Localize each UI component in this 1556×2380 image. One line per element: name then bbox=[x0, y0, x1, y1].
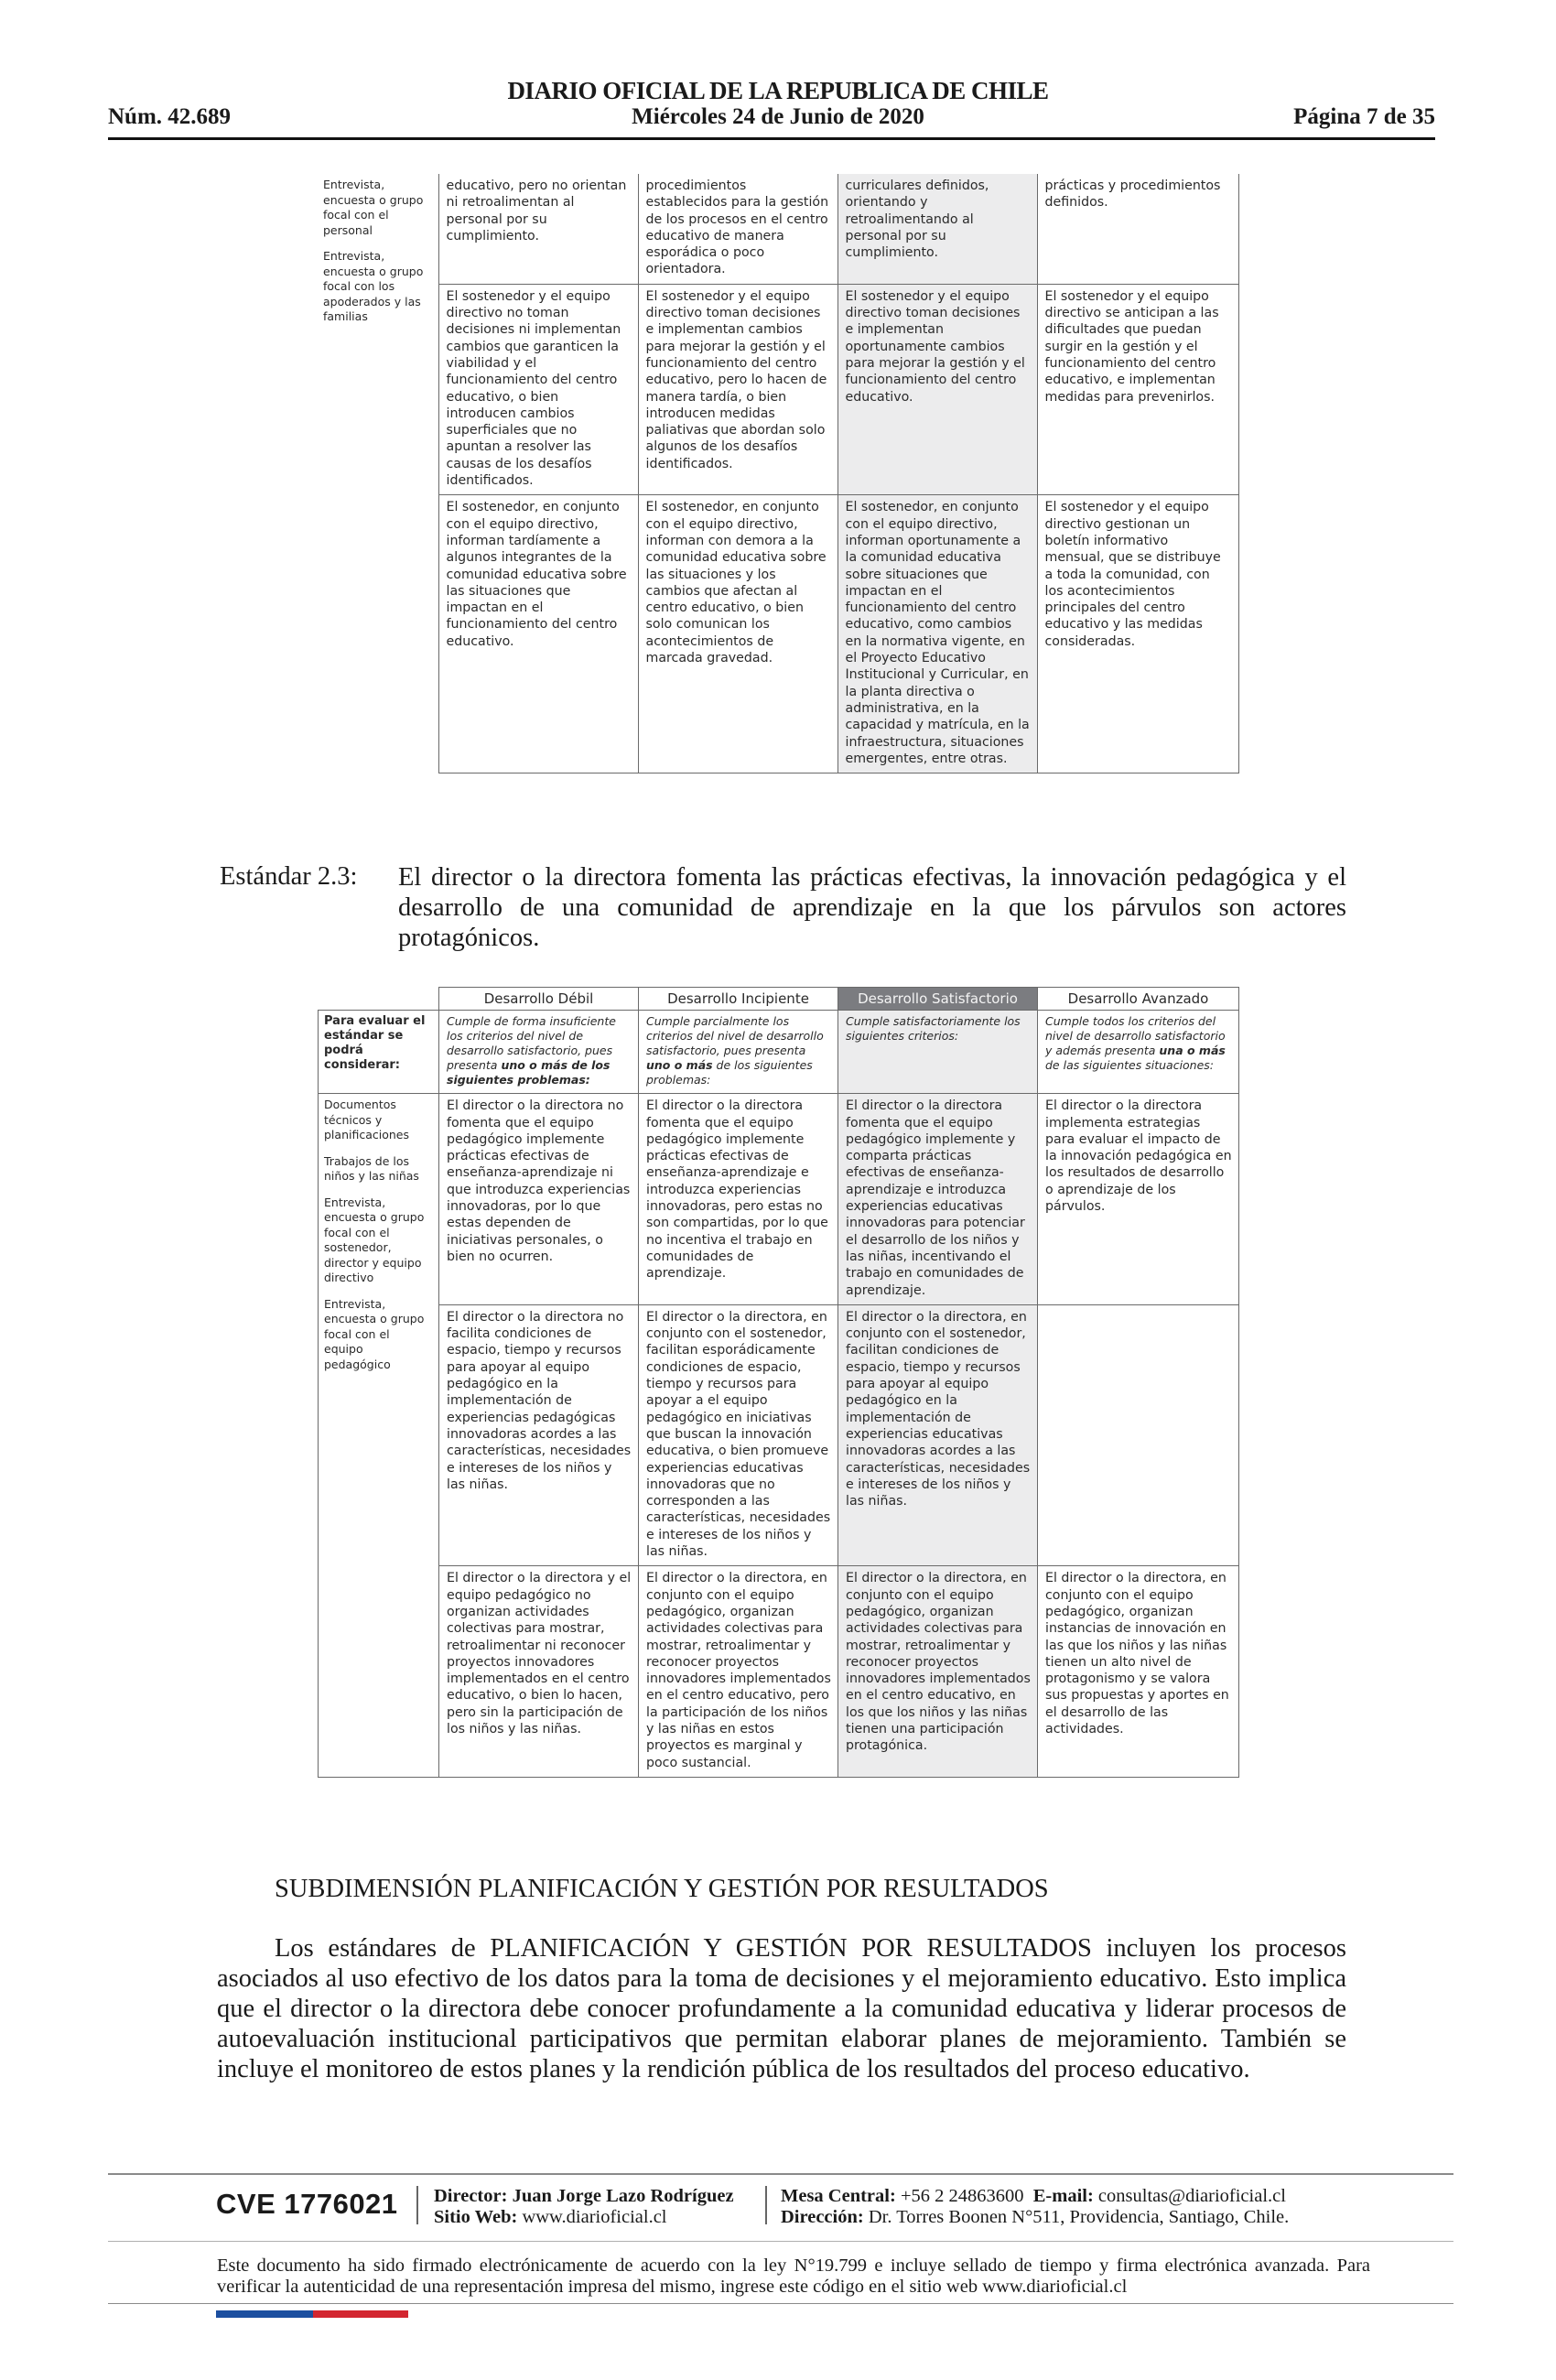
table-cell-satisfactorio: El director o la directora, en conjunto con el sostenedor, facilitan condiciones de espacio, tiempo y recursos para apoyar al equipo pedagógico en la implementación de experiencias educativas innovadoras acordes a las características, necesidades e intereses de los niños y las niñas. bbox=[838, 1304, 1038, 1565]
table-corner bbox=[319, 988, 439, 1011]
table-cell-incipiente: El director o la directora, en conjunto con el equipo pedagógico, organizan actividades colectivas para mostrar, retroalimentar y reconocer proyectos innovadores implementados en el centro educativo, pero la participación de los niños y las niñas en estos proyectos es marginal y poco sustancial. bbox=[639, 1566, 838, 1778]
evaluation-source: Entrevista, encuesta o grupo focal con el personal bbox=[323, 178, 424, 237]
table-cell-incipiente: El sostenedor, en conjunto con el equipo directivo, informan con demora a la comunidad educativa sobre las situaciones y los cambios que afectan al centro educativo, o bien solo comunican los acontecimientos de marcada gravedad. bbox=[638, 495, 837, 774]
publication-date: Miércoles 24 de Junio de 2020 bbox=[632, 104, 924, 129]
evaluation-source: Entrevista, encuesta o grupo focal con el equipo pedagógico bbox=[324, 1296, 425, 1371]
table-cell-satisfactorio: El director o la directora, en conjunto con el equipo pedagógico, organizan actividades colectivas para mostrar, retroalimentar y reconocer proyectos innovadores implementados en el centro educativo, en los que los niños y las niñas tienen una participación protagónica. bbox=[838, 1566, 1038, 1778]
criteria-row bbox=[319, 1011, 1239, 1094]
flag-stripe-red bbox=[313, 2310, 408, 2318]
evaluation-source: Entrevista, encuesta o grupo focal con los apoderados y las familias bbox=[323, 249, 424, 323]
footer-rule bbox=[108, 2241, 1453, 2242]
phone-number: +56 2 24863600 bbox=[900, 2186, 1024, 2206]
column-header-debil: Desarrollo Débil bbox=[439, 988, 639, 1011]
column-header-avanzado: Desarrollo Avanzado bbox=[1038, 988, 1239, 1011]
director-name: Juan Jorge Lazo Rodríguez bbox=[512, 2186, 734, 2206]
email-link[interactable]: consultas@diarioficial.cl bbox=[1097, 2186, 1286, 2206]
evaluation-source: Trabajos de los niños y las niñas bbox=[324, 1153, 419, 1184]
footer-contact-block: Mesa Central: +56 2 24863600 E-mail: consultas@diarioficial.cl Dirección: Dr. Torres Boonen N°511, Providencia, Santiago, Chile. bbox=[781, 2186, 1290, 2227]
table-cell-avanzado: El sostenedor y el equipo directivo gestionan un boletín informativo mensual, que se distribuye a toda la comunidad, con los acontecimientos principales del centro educativo y las medidas consideradas. bbox=[1037, 495, 1238, 774]
table-cell-incipiente: procedimientos establecidos para la gestión de los procesos en el centro educativo de manera esporádica o poco orientadora. bbox=[638, 174, 837, 284]
standard-2-2-table-continuation bbox=[318, 174, 1239, 774]
standard-description: El director o la directora fomenta las prácticas efectivas, la innovación pedagógica y el desarrollo de una comunidad de aprendizaje en la que los párvulos son actores protagónicos. bbox=[398, 863, 1346, 952]
table-cell-satisfactorio: El sostenedor y el equipo directivo toman decisiones e implementan oportunamente cambios para mejorar la gestión y el funcionamiento del centro educativo. bbox=[837, 284, 1037, 495]
evaluation-source: Entrevista, encuesta o grupo focal con el sostenedor, director y equipo directivo bbox=[324, 1195, 425, 1285]
flag-stripe-blue bbox=[216, 2310, 313, 2318]
table-cell-avanzado: El sostenedor y el equipo directivo se anticipan a las dificultades que puedan surgir en la gestión y el funcionamiento del centro educativo, e implementan medidas para prevenirlos. bbox=[1037, 284, 1238, 495]
table-row bbox=[318, 174, 1238, 284]
table-row bbox=[318, 495, 1238, 774]
table-cell-satisfactorio: curriculares definidos, orientando y retroalimentando al personal por su cumplimiento. bbox=[837, 174, 1037, 284]
publication-title: DIARIO OFICIAL DE LA REPUBLICA DE CHILE bbox=[507, 77, 1049, 104]
criteria-avanzado: Cumple todos los criterios del nivel de desarrollo satisfactorio y además presenta una o más de las siguientes situaciones: bbox=[1038, 1011, 1239, 1094]
table-cell-incipiente: El sostenedor y el equipo directivo toman decisiones e implementan cambios para mejorar la gestión y el funcionamiento del centro educativo, pero lo hacen de manera tardía, o bien introducen medidas paliativas que abordan solo algunos de los desafíos identificados. bbox=[638, 284, 837, 495]
subdimension-paragraph: Los estándares de PLANIFICACIÓN Y GESTIÓN POR RESULTADOS incluyen los procesos asociados al uso efectivo de los datos para la toma de decisiones y el mejoramiento educativo. Esto implica que el director o la directora debe conocer profundamente a la comunidad educativa y liderar procesos de autoevaluación institucional participativos que permitan elaborar planes de mejoramiento. También se incluye el monitoreo de estos planes y la rendición pública de los resultados del proceso educativo. bbox=[217, 1934, 1346, 2083]
column-header-satisfactorio: Desarrollo Satisfactorio bbox=[838, 988, 1038, 1011]
table-row bbox=[319, 1566, 1239, 1778]
footer-rule bbox=[108, 2173, 1453, 2175]
table-cell-debil: El director o la directora no fomenta que el equipo pedagógico implemente prácticas efectivas de enseñanza-aprendizaje ni que introduzca experiencias innovadoras, por lo que estas dependen de iniciativas personales, o bien no ocurren. bbox=[439, 1094, 639, 1305]
table-row bbox=[319, 1304, 1239, 1565]
standard-2-3-table bbox=[318, 987, 1239, 1778]
table-cell-avanzado: prácticas y procedimientos definidos. bbox=[1037, 174, 1238, 284]
address: Dr. Torres Boonen N°511, Providencia, Santiago, Chile. bbox=[868, 2207, 1290, 2227]
column-header-incipiente: Desarrollo Incipiente bbox=[639, 988, 838, 1011]
table-cell-debil: El director o la directora y el equipo pedagógico no organizan actividades colectivas para mostrar, retroalimentar ni reconocer proyectos innovadores implementados en el centro educativo, o bien lo hacen, pero sin la participación de los niños y las niñas. bbox=[439, 1566, 639, 1778]
table-cell-debil: El sostenedor, en conjunto con el equipo directivo, informan tardíamente a algunos integrantes de la comunidad educativa sobre las situaciones que impactan en el funcionamiento del centro educativo. bbox=[438, 495, 638, 774]
criteria-satisfactorio: Cumple satisfactoriamente los siguientes criterios: bbox=[838, 1011, 1038, 1094]
evaluation-source: Documentos técnicos y planificaciones bbox=[324, 1098, 409, 1142]
footer-director-block: Director: Juan Jorge Lazo Rodríguez Sitio Web: www.diarioficial.cl bbox=[434, 2186, 734, 2227]
criteria-debil: Cumple de forma insuficiente los criterios del nivel de desarrollo satisfactorio, pues presenta uno o más de los siguientes problemas: bbox=[439, 1011, 639, 1094]
issue-number: Núm. 42.689 bbox=[108, 104, 232, 129]
header-rule bbox=[108, 137, 1435, 140]
table-cell-debil: educativo, pero no orientan ni retroalimentan al personal por su cumplimiento. bbox=[438, 174, 638, 284]
legal-notice: Este documento ha sido firmado electrónicamente de acuerdo con la ley N°19.799 e incluye sellado de tiempo y firma electrónica avanzada. Para verificar la autenticidad de una representación impresa del mismo, ingrese este código en el sitio web www.diarioficial.cl bbox=[217, 2256, 1370, 2297]
website-link[interactable]: www.diarioficial.cl bbox=[522, 2207, 667, 2227]
evaluation-sources-cell bbox=[319, 1094, 439, 1778]
table-cell-incipiente: El director o la directora, en conjunto con el sostenedor, facilitan esporádicamente condiciones de espacio, tiempo y recursos para apoyar a el equipo pedagógico en iniciativas que buscan la innovación educativa, o bien promueve experiencias educativas innovadoras que no corresponden a las características, necesidades e intereses de los niños y las niñas. bbox=[639, 1304, 838, 1565]
table-cell-avanzado: El director o la directora implementa estrategias para evaluar el impacto de la innovación pedagógica en los resultados de desarrollo o aprendizaje de los párvulos. bbox=[1038, 1094, 1239, 1305]
criteria-incipiente: Cumple parcialmente los criterios del nivel de desarrollo satisfactorio, pues presenta uno o más de los siguientes problemas: bbox=[639, 1011, 838, 1094]
footer-separator bbox=[765, 2186, 767, 2224]
table-row bbox=[319, 1094, 1239, 1305]
table-cell-satisfactorio: El sostenedor, en conjunto con el equipo directivo, informan oportunamente a la comunidad educativa sobre situaciones que impactan en el funcionamiento del centro educativo, como cambios en la normativa vigente, en el Proyecto Educativo Institucional y Curricular, en la planta directiva o administrativa, en la capacidad y matrícula, en la infraestructura, situaciones emergentes, entre otras. bbox=[837, 495, 1037, 774]
table-cell-incipiente: El director o la directora fomenta que el equipo pedagógico implemente prácticas efectivas de enseñanza-aprendizaje e introduzca experiencias innovadoras, pero estas no son compartidas, por lo que no incentiva el trabajo en comunidades de aprendizaje. bbox=[639, 1094, 838, 1305]
evaluation-sources-cell bbox=[318, 174, 438, 774]
footer-separator bbox=[416, 2186, 418, 2224]
footer-rule bbox=[108, 2303, 1453, 2304]
table-cell-satisfactorio: El director o la directora fomenta que el equipo pedagógico implemente y comparta prácticas efectivas de enseñanza-aprendizaje e introduzca experiencias educativas innovadoras para potenciar el desarrollo de los niños y las niñas, incentivando el trabajo en comunidades de aprendizaje. bbox=[838, 1094, 1038, 1305]
subdimension-title: SUBDIMENSIÓN PLANIFICACIÓN Y GESTIÓN POR RESULTADOS bbox=[275, 1875, 1049, 1903]
table-header-row bbox=[319, 988, 1239, 1011]
table-cell-debil: El sostenedor y el equipo directivo no toman decisiones ni implementan cambios que garanticen la viabilidad y el funcionamiento del centro educativo, o bien introducen cambios superficiales que no apuntan a resolver las causas de los desafíos identificados. bbox=[438, 284, 638, 495]
table-row bbox=[318, 284, 1238, 495]
cve-code: CVE 1776021 bbox=[216, 2188, 398, 2220]
page-number: Página 7 de 35 bbox=[1293, 104, 1435, 129]
criteria-label: Para evaluar el estándar se podrá considerar: bbox=[319, 1011, 439, 1094]
standard-label: Estándar 2.3: bbox=[220, 862, 358, 891]
table-cell-debil: El director o la directora no facilita condiciones de espacio, tiempo y recursos para apoyar al equipo pedagógico en la implementación de experiencias pedagógicas innovadoras acordes a las características, necesidades e intereses de los niños y las niñas. bbox=[439, 1304, 639, 1565]
table-cell-avanzado: El director o la directora, en conjunto con el equipo pedagógico, organizan instancias de innovación en las que los niños y las niñas tienen un alto nivel de protagonismo y se valora sus propuestas y aportes en el desarrollo de las actividades. bbox=[1038, 1566, 1239, 1778]
table-cell-avanzado bbox=[1038, 1304, 1239, 1565]
